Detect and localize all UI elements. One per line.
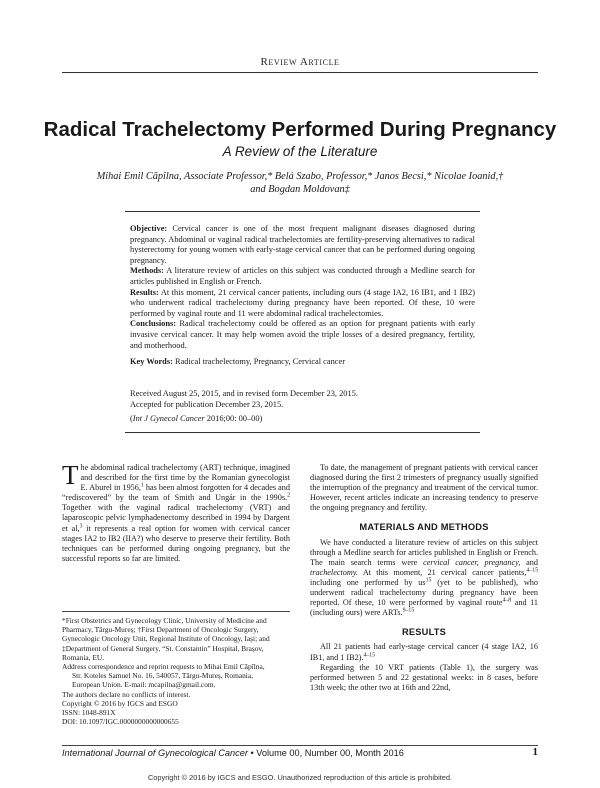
author-list <box>60 170 540 196</box>
journal-volume: • Volume 00, Number 00, Month 2016 <box>250 748 404 758</box>
body-paragraph: To date, the management of pregnant patients with cervical cancer diagnosed during the first 2 trimesters of pregnancy usually signified the interruption of the pregnancy and treatment of the cervical tumor. However, recent articles indicate an increasing tendency to preserve the ongoing pregnancy and fertility. <box>310 463 538 513</box>
citation-rest: 2016;00: 00–00) <box>206 414 263 424</box>
footnote-rule <box>62 611 290 612</box>
journal-name: International Journal of Gynecological Cancer <box>62 748 248 758</box>
text-run: and <box>520 557 538 567</box>
author-line: Mihai Emil Căpîlna, Associate Professor,* Belá Szabo, Professor,* Janos Becsi,* Nicolae Ioanid,† <box>96 171 504 182</box>
received-date: Received August 25, 2015, and in revised form December 23, 2015. <box>130 389 358 398</box>
objective-text: Cervical cancer is one of the most frequent malignant diseases diagnosed during pregnancy. Abdominal or vaginal radical trachelectomies are fertility-preserving alternatives to radical hysterectomy for young women with early-stage cervical cancer that can be performed during ongoing pregnancy. <box>130 224 475 265</box>
conflict-statement: The authors declare no conflicts of interest. <box>62 689 191 699</box>
accepted-date: Accepted for publication December 23, 2015. <box>130 399 284 409</box>
footnotes <box>62 616 290 726</box>
issn: ISSN: 1048-891X <box>62 708 116 718</box>
keywords-label: Key Words: <box>130 357 173 367</box>
keywords <box>130 357 475 368</box>
text-run: All 21 patients had early-stage cervical cancer (4 stage IA2, 16 IB1, and 1 IB2). <box>310 642 538 662</box>
text-run: he abdominal radical trachelectomy (ART) technique, imagined and described for the first time by the Romanian gynecologist E. Aburel in 1956, <box>80 463 290 493</box>
header-rule <box>62 72 538 73</box>
abstract-conclusions <box>130 319 475 351</box>
methods-label: Methods: <box>130 266 164 276</box>
affiliations: *First Obstetrics and Gynecology Clinic, University of Medicine and Pharmacy, Târgu-Mureș; †First Department of Oncologic Surgery, Gynecologic Oncology Unit, Regional Institute of Oncology, Iași; and ‡Department of General Surgery, “St. Constantin” Hospital, Brașov, Romania, EU. <box>62 616 270 662</box>
citation-sup: 4–15 <box>363 651 376 658</box>
text-run: and 11 (including ours) were ARTs. <box>310 598 538 618</box>
page-number: 1 <box>532 746 538 758</box>
footer-rule <box>62 745 538 746</box>
abstract-objective <box>130 224 475 266</box>
citation-journal: Int J Gynecol Cancer <box>132 414 205 424</box>
text-run: has been almost forgotten for 4 decades and “rediscovered” by the team of Smith and Ungár in the 1990s. <box>62 483 290 503</box>
doi: DOI: 10.1097/IGC.0000000000000655 <box>62 717 179 727</box>
search-terms: cervical cancer, pregnancy, <box>423 557 521 567</box>
objective-label: Objective: <box>130 224 168 233</box>
text-run: We have conducted a literature review of articles on this subject through a Medline search for articles published in English or French. The main search terms were <box>310 537 538 567</box>
author-line: and Bogdan Moldovan‡ <box>250 184 350 195</box>
conclusions-text: Radical trachelectomy could be offered as an option for pregnant patients with early invasive cervical cancer. It may help women avoid the triple losses of a desired pregnancy, fertility, and motherhood. <box>130 319 476 350</box>
article-title: Radical Trachelectomy Performed During Pregnancy <box>43 118 557 141</box>
results-label: Results: <box>130 287 159 297</box>
citation-sup: 4–15 <box>526 567 538 574</box>
citation-sup: 2 <box>287 492 290 499</box>
abstract <box>130 224 475 368</box>
citation-sup: 9–15 <box>402 607 415 614</box>
citation-sup: 15 <box>425 577 432 584</box>
citation-sup: 4–8 <box>502 597 512 604</box>
results-paragraph <box>310 642 538 662</box>
abstract-methods <box>130 266 475 287</box>
results-paragraph: Regarding the 10 VRT patients (Table 1), the surgery was performed between 5 and 22 gestational weeks: in 8 cases, before 13th week; the other two at 16th and 22nd, <box>310 662 538 692</box>
article-subtitle: A Review of the Literature <box>222 144 378 159</box>
search-terms: trachelectomy. <box>310 567 358 577</box>
methods-text: A literature review of articles on this subject was conducted through a Medline search for articles published in English or French. <box>130 266 475 286</box>
text-run: Together with the vaginal radical trachelectomy (VRT) and laparoscopic pelvic lymphadenectomy described in 1994 by Dargent et al, <box>62 503 290 533</box>
results-text: At this moment, 21 cervical cancer patients, including ours (4 stage IA2, 16 IB1, and 1 IB2) who underwent radical trachelectomy during pregnancy have been reported. Of these, 10 were performed by vaginal route and 11 were abdominal radical trachelectomies. <box>130 287 475 318</box>
body-column-right <box>310 463 538 693</box>
correspondence: Address correspondence and reprint requests to Mihai Emil Căpîlna, <box>62 662 265 672</box>
citation-sup: 3 <box>79 522 83 529</box>
body-column-left <box>62 460 290 564</box>
citation-sup: 1 <box>140 482 144 489</box>
text-run: (yet to be published), who underwent radical trachelectomy during pregnancy have been reported. Of these, 10 were performed by vaginal route <box>310 577 538 608</box>
drop-cap: T <box>62 460 79 490</box>
section-heading-methods: MATERIALS AND METHODS <box>359 522 489 533</box>
copyright-note: Copyright © 2016 by IGCS and ESGO <box>62 698 178 708</box>
methods-paragraph <box>310 538 538 619</box>
correspondence-email: European Union. E-mail: mcapilna@gmail.com. <box>72 680 216 690</box>
section-heading-results: RESULTS <box>401 627 447 638</box>
journal-footer <box>62 748 404 758</box>
citation: (Int J Gynecol Cancer 2016;00: 00–00) <box>130 414 263 424</box>
publication-dates <box>130 389 475 425</box>
text-run: it represents a real option for women with cervical cancer stages IA2 to IB2 (IIA?) who deserve to preserve their fertility. Both techniques can be performed during ongoing pregnancy, but the successful reports so far are limited. <box>62 523 290 563</box>
intro-paragraph <box>62 460 290 564</box>
abstract-results <box>130 288 475 320</box>
text-run: At this moment, 21 cervical cancer patients, <box>357 567 527 577</box>
conclusions-label: Conclusions: <box>130 319 177 329</box>
section-label: Review Article <box>260 56 340 68</box>
text-run: including one performed by us <box>310 577 426 587</box>
keywords-text: Radical trachelectomy, Pregnancy, Cervical cancer <box>174 357 346 367</box>
copyright-banner: Copyright © 2016 by IGCS and ESGO. Unauthorized reproduction of this article is prohibited. <box>147 773 453 782</box>
correspondence-address: Str. Koteles Samuel No. 16, 540057, Târgu-Mureș, Romania, <box>72 671 253 681</box>
